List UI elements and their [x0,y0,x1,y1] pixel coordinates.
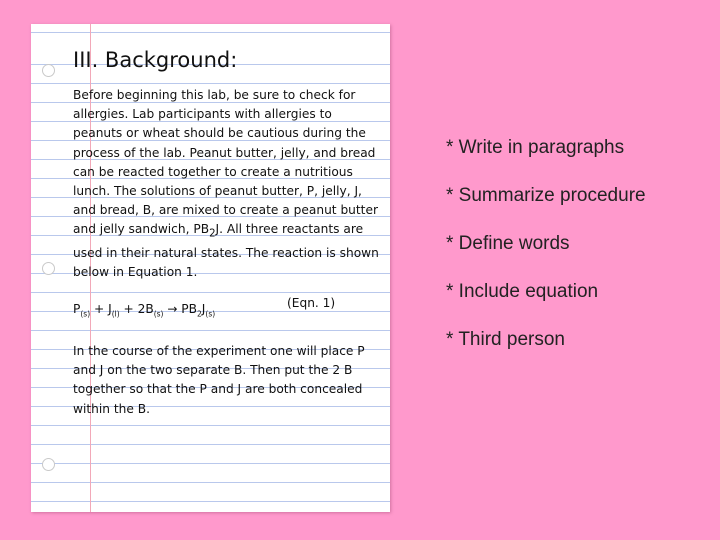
equation-label: (Eqn. 1) [287,296,336,311]
list-item: * Third person [446,329,565,350]
equation-1: $P_{(s)} + J_{(l)} + 2B_{(s)} \to PB_2J_{(s)}$ (Eqn. 1) [73,296,336,319]
binder-hole-icon [42,458,55,471]
binder-hole-icon [42,64,55,77]
list-item: * Define words [446,233,570,254]
paragraph-text-tail: J. All three reactants are used in their natural states. The reaction is shown below in Equation 1. [73,222,379,280]
reaction-arrow-icon: → [167,302,178,317]
subscript: 2 [209,228,216,240]
procedure-paragraph: In the course of the experiment one will place P and J on the two separate B. Then put the 2 B together so that the P and J are both concealed within the B. [73,343,365,416]
section-heading: III. Background: [73,48,238,72]
list-item: * Include equation [446,281,599,302]
notebook-paper [31,24,390,512]
list-item: * Write in paragraphs [446,137,625,158]
binder-hole-icon [42,262,55,275]
list-item: * Summarize procedure [446,185,646,206]
requirements-list [446,136,646,376]
background-paragraph [73,86,385,282]
paragraph-text: Before beginning this lab, be sure to check for allergies. Lab participants with allergies to peanuts or wheat should be cautious during the process of the lab. Peanut butter, jelly, and bread can be reacted together to create a nutritious lunch. The solutions of peanut butter, P, jelly, J, and bread, B, are mixed to create a peanut butter and jelly sandwich, PB [73,88,378,237]
paper-content [73,46,385,419]
